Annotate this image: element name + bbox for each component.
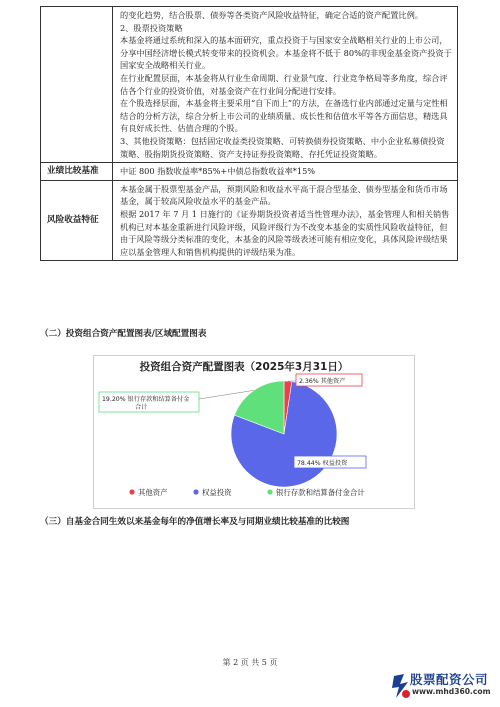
benchmark-value: 中证 800 指数收益率*85%+中债总指数收益率*15% — [113, 163, 458, 181]
section-2-title: （二）投资组合资产配置图表/区域配置图表 — [40, 329, 207, 339]
legend-marker-2 — [193, 489, 198, 494]
legend-label-1: 其他资产 — [138, 488, 168, 497]
pie-chart-svg — [94, 356, 414, 508]
page-footer: 第 2 页 共 5 页 — [222, 658, 278, 667]
risk-label: 风险收益特征 — [41, 180, 113, 261]
strategy-label-cell — [41, 7, 113, 163]
legend-marker-3 — [267, 489, 272, 494]
risk-line-2: 根据 2017 年 7 月 1 日施行的《证券期货投资者适当性管理办法》，基金管理人和相关销售机构已对本基金重新进行风险评级，风险评级行为不改变本基金的实质性风险收益特征，但由于风险等级分类标准的变化，本基金的风险等级表述可能有相应变化，具体风险评级结果应以基金管理人和销售机构提供的评级结果为准。 — [120, 208, 450, 257]
data-label-3: 19.20% 银行存款和结算备付金合计 — [102, 396, 190, 411]
strategy-content-cell — [113, 7, 458, 163]
strategy-line-5: 在个股选择层面，本基金将主要采用“自下而上”的方法，在备选行业内部通过定量与定性相结合的分析方法，综合分析上市公司的业绩质量、成长性和估值水平等各方面信息，精选具有良好成长性、估值合理的个股。 — [120, 98, 448, 134]
chart-title: 投资组合资产配置图表（2025年3月31日） — [139, 361, 349, 373]
risk-line-1: 本基金属于股票型基金产品，预期风险和收益水平高于混合型基金、债券型基金和货币市场基金，属于较高风险收益水平的基金产品。 — [120, 183, 448, 207]
data-label-2: 78.44% 权益投资 — [297, 460, 348, 467]
logo-mark-icon — [390, 672, 412, 702]
watermark-logo — [390, 670, 498, 704]
pie-legend — [129, 488, 365, 497]
risk-row — [41, 180, 458, 261]
asset-allocation-chart — [93, 355, 415, 509]
strategy-row — [41, 7, 458, 163]
section-3-title: （三）自基金合同生效以来基金每年的净值增长率及与同期业绩比较基准的比较图 — [40, 517, 350, 527]
legend-label-2: 权益投资 — [202, 488, 232, 497]
data-label-1: 2.36% 其他资产 — [299, 378, 346, 385]
legend-marker-1 — [129, 489, 134, 494]
strategy-line-1: 的变化趋势，结合股票、债券等各类资产风险收益特征，确定合适的资产配置比例。 — [120, 10, 423, 20]
logo-name: 股票配资公司 — [410, 672, 489, 687]
logo-url: www.mhd360.com — [412, 687, 491, 696]
strategy-line-6: 3、其他投资策略：包括固定收益类投资策略、可转换债券投资策略、中小企业私募债投资策略、股指期货投资策略、资产支持证券投资策略、存托凭证投资策略。 — [120, 135, 445, 159]
benchmark-row — [41, 163, 458, 181]
strategy-line-2: 2、股票投资策略 — [120, 22, 183, 33]
strategy-line-3: 本基金将通过系统和深入的基本面研究，重点投资于与国家安全战略相关行业的上市公司，分享中国经济增长模式转变带来的投资机会。本基金将不低于 80%的非现金基金资产投资于国家安全战略相关行业。 — [120, 35, 452, 71]
fund-info-table — [40, 6, 458, 261]
strategy-line-4: 在行业配置层面，本基金将从行业生命周期、行业景气度、行业竞争格局等多角度，综合评估各个行业的投资价值，对基金资产在行业间分配进行安排。 — [120, 72, 448, 96]
risk-content-cell — [113, 180, 458, 261]
benchmark-label: 业绩比较基准 — [41, 163, 113, 181]
legend-label-3: 银行存款和结算备付金合计 — [276, 488, 365, 497]
pie-slices — [231, 381, 337, 487]
